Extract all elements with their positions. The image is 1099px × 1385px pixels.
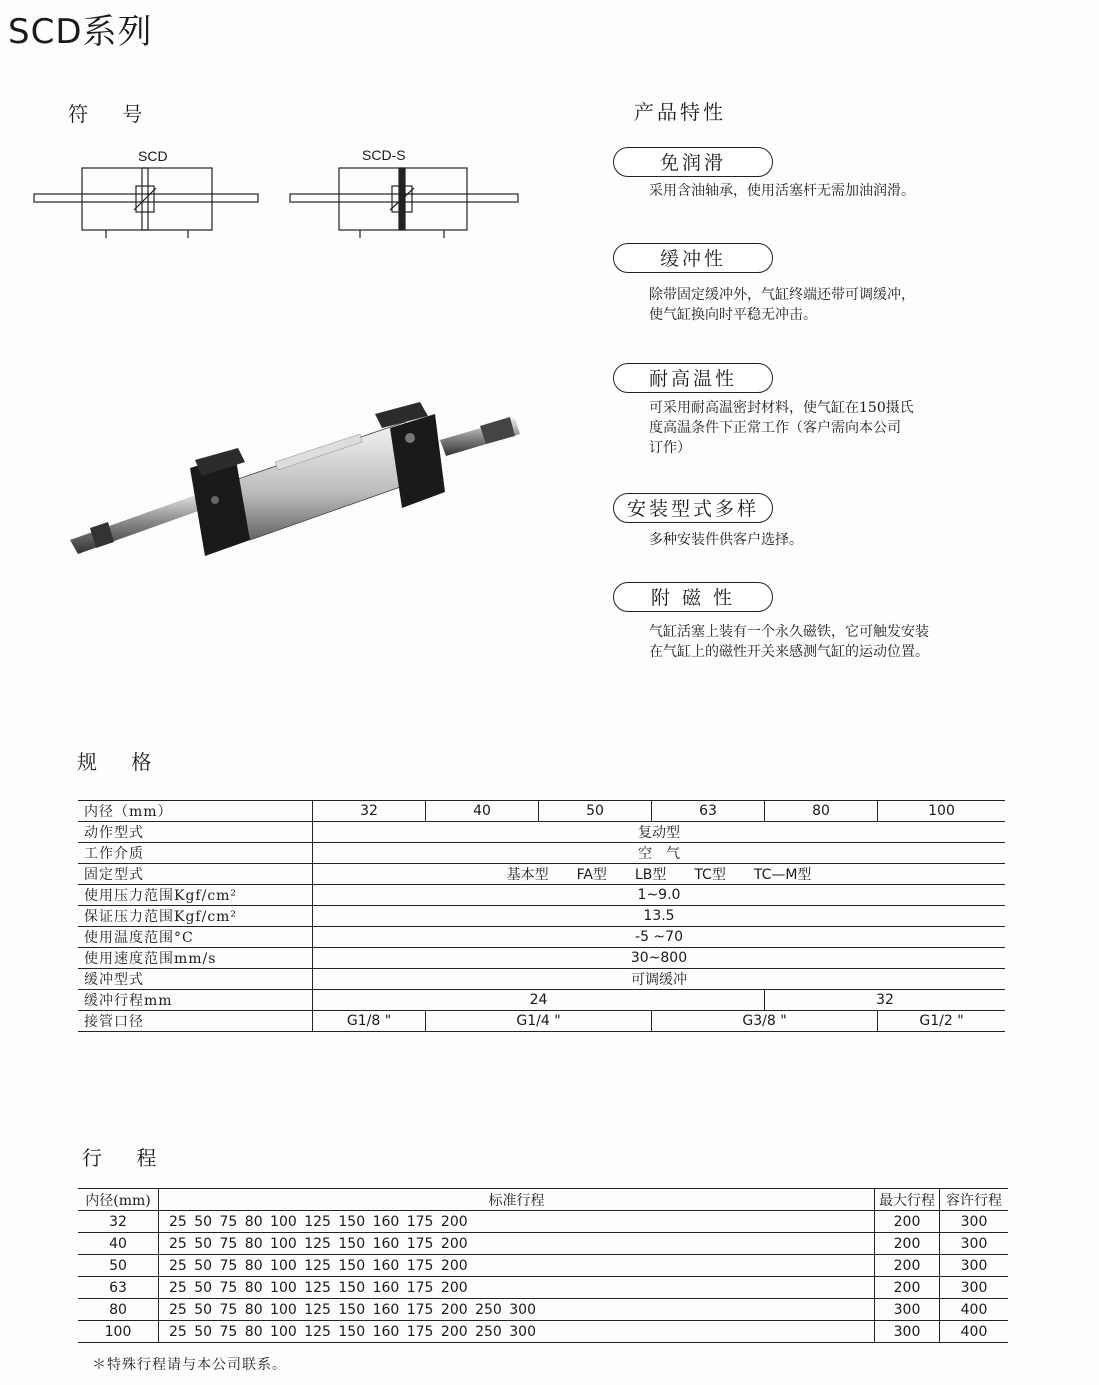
spec-row-label: 使用速度范围mm/s <box>78 948 313 969</box>
table-row <box>78 822 1005 843</box>
stroke-max: 300 <box>875 1321 940 1343</box>
spec-bore-cell: 63 <box>652 801 765 822</box>
feature-desc-line: 除带固定缓冲外，气缸终端还带可调缓冲， <box>649 287 915 303</box>
feature-pill-magnetic: 附 磁 性 <box>613 582 773 612</box>
stroke-header-max: 最大行程 <box>875 1189 940 1211</box>
feature-desc-line: 多种安装件供客户选择。 <box>649 532 803 548</box>
stroke-standard: 25 50 75 80 100 125 150 160 175 200 250 300 <box>159 1299 875 1321</box>
spec-row-value: 可调缓冲 <box>313 969 1006 990</box>
feature-pill-cushion: 缓冲性 <box>613 243 773 273</box>
stroke-table <box>78 1188 1008 1343</box>
table-row <box>78 1277 1008 1299</box>
pneumatic-symbols <box>30 160 530 245</box>
feature-desc-line: 可采用耐高温密封材料，使气缸在150摄氏 <box>649 400 914 416</box>
table-row <box>78 906 1005 927</box>
spec-row-label: 缓冲型式 <box>78 969 313 990</box>
table-row <box>78 864 1005 885</box>
stroke-standard: 25 50 75 80 100 125 150 160 175 200 250 300 <box>159 1321 875 1343</box>
feature-desc-cushion <box>649 285 1009 325</box>
spec-port-value: G1/8 " <box>313 1011 426 1032</box>
stroke-bore: 63 <box>78 1277 159 1299</box>
feature-pill-heat-resistant: 耐高温性 <box>613 363 773 393</box>
table-row <box>78 1011 1005 1032</box>
table-row <box>78 1233 1008 1255</box>
table-row <box>78 885 1005 906</box>
stroke-max: 200 <box>875 1255 940 1277</box>
feature-desc-line: 在气缸上的磁性开关来感测气缸的运动位置。 <box>649 644 929 660</box>
spec-row-value: 1~9.0 <box>313 885 1006 906</box>
stroke-standard: 25 50 75 80 100 125 150 160 175 200 <box>159 1277 875 1299</box>
spec-row-value: 复动型 <box>313 822 1006 843</box>
table-row <box>78 948 1005 969</box>
symbol-label-scd-s: SCD-S <box>362 147 406 163</box>
spec-bore-cell: 80 <box>765 801 878 822</box>
stroke-allow: 400 <box>940 1299 1009 1321</box>
spec-bore-label: 内径（mm） <box>78 801 313 822</box>
spec-row-label: 工作介质 <box>78 843 313 864</box>
table-row <box>78 1211 1008 1233</box>
spec-heading: 规 格 <box>77 750 166 774</box>
spec-row-label: 动作型式 <box>78 822 313 843</box>
feature-desc-line: 度高温条件下正常工作（客户需向本公司 <box>649 420 901 436</box>
stroke-allow: 300 <box>940 1233 1009 1255</box>
spec-bore-cell: 50 <box>539 801 652 822</box>
table-row <box>78 1299 1008 1321</box>
stroke-allow: 300 <box>940 1255 1009 1277</box>
stroke-max: 200 <box>875 1233 940 1255</box>
stroke-header-allow: 容许行程 <box>940 1189 1009 1211</box>
stroke-max: 200 <box>875 1211 940 1233</box>
spec-bore-cell: 32 <box>313 801 426 822</box>
spec-table <box>78 800 1005 1032</box>
spec-row-value: 空 气 <box>313 843 1006 864</box>
stroke-allow: 300 <box>940 1277 1009 1299</box>
scd-symbol-icon <box>34 168 258 238</box>
spec-row-label: 保证压力范围Kgf/cm² <box>78 906 313 927</box>
spec-row-value: -5 ~70 <box>313 927 1006 948</box>
stroke-bore: 80 <box>78 1299 159 1321</box>
table-row <box>78 843 1005 864</box>
spec-port-value: G1/4 " <box>426 1011 652 1032</box>
spec-row-value: 30~800 <box>313 948 1006 969</box>
spec-row-value: 13.5 <box>313 906 1006 927</box>
symbol-heading: 符 号 <box>68 102 157 126</box>
cylinder-image <box>60 400 530 570</box>
stroke-note: ＊特殊行程请与本公司联系。 <box>92 1357 287 1373</box>
spec-row-value: 基本型 FA型 LB型 TC型 TC—M型 <box>313 864 1006 885</box>
table-row <box>78 927 1005 948</box>
feature-desc-line: 使气缸换向时平稳无冲击。 <box>649 307 817 323</box>
symbol-label-scd: SCD <box>138 148 168 164</box>
spec-row-label: 使用温度范围°C <box>78 927 313 948</box>
table-row <box>78 1321 1008 1343</box>
table-row <box>78 1189 1008 1211</box>
spec-cushion-stroke-value: 24 <box>313 990 765 1011</box>
page-title: SCD系列 <box>8 12 153 52</box>
spec-port-value: G1/2 " <box>878 1011 1006 1032</box>
stroke-bore: 100 <box>78 1321 159 1343</box>
spec-row-label: 使用压力范围Kgf/cm² <box>78 885 313 906</box>
feature-desc-line: 气缸活塞上装有一个永久磁铁，它可触发安装 <box>649 624 929 640</box>
spec-bore-cell: 40 <box>426 801 539 822</box>
stroke-heading: 行 程 <box>82 1146 171 1170</box>
stroke-standard: 25 50 75 80 100 125 150 160 175 200 <box>159 1255 875 1277</box>
stroke-header-standard: 标准行程 <box>159 1189 875 1211</box>
feature-desc-magnetic <box>649 622 1009 662</box>
feature-desc-line: 采用含油轴承，使用活塞杆无需加油润滑。 <box>649 183 915 199</box>
table-row <box>78 990 1005 1011</box>
table-row <box>78 801 1005 822</box>
spec-port-label: 接管口径 <box>78 1011 313 1032</box>
stroke-header-bore: 内径(mm) <box>78 1189 159 1211</box>
feature-pill-mounting: 安装型式多样 <box>613 493 773 523</box>
stroke-standard: 25 50 75 80 100 125 150 160 175 200 <box>159 1233 875 1255</box>
spec-cushion-stroke-value: 32 <box>765 990 1006 1011</box>
table-row <box>78 969 1005 990</box>
spec-port-value: G3/8 " <box>652 1011 878 1032</box>
feature-desc-heat-resistant <box>649 398 1009 458</box>
feature-desc-mounting <box>649 530 1009 550</box>
stroke-bore: 40 <box>78 1233 159 1255</box>
scd-s-symbol-icon <box>290 168 518 238</box>
stroke-max: 300 <box>875 1299 940 1321</box>
table-row <box>78 1255 1008 1277</box>
spec-cushion-stroke-label: 缓冲行程mm <box>78 990 313 1011</box>
feature-pill-lubrication-free: 免润滑 <box>613 147 773 177</box>
stroke-max: 200 <box>875 1277 940 1299</box>
stroke-standard: 25 50 75 80 100 125 150 160 175 200 <box>159 1211 875 1233</box>
spec-bore-cell: 100 <box>878 801 1006 822</box>
feature-desc-line: 订作） <box>649 440 691 456</box>
features-heading: 产品特性 <box>634 100 726 124</box>
stroke-bore: 50 <box>78 1255 159 1277</box>
stroke-bore: 32 <box>78 1211 159 1233</box>
stroke-allow: 400 <box>940 1321 1009 1343</box>
feature-desc-lubrication-free <box>649 181 1009 201</box>
spec-row-label: 固定型式 <box>78 864 313 885</box>
stroke-allow: 300 <box>940 1211 1009 1233</box>
